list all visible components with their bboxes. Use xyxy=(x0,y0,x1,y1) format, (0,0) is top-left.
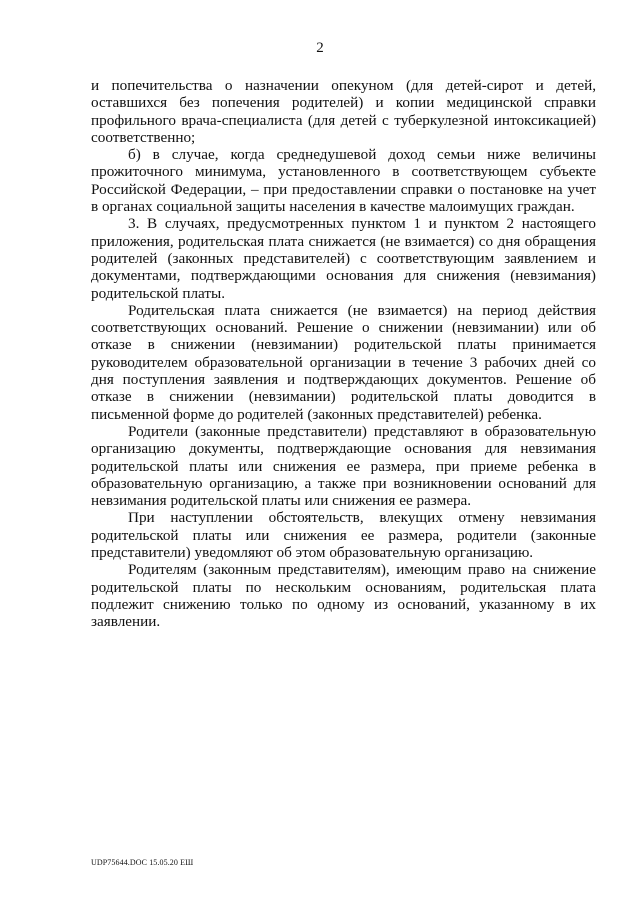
document-body xyxy=(91,77,596,631)
footer-doc-id: UDP75644.DOC 15.05.20 ЕШ xyxy=(91,858,194,867)
paragraph-continuation: и попечительства о назначении опекуном (для детей-сирот и детей, оставшихся без попечения родителей) и копии медицинской справки профильного врача-специалиста (для детей с туберкулезной интоксикацией) соответственно; xyxy=(91,77,596,146)
page-number: 2 xyxy=(316,40,324,56)
paragraph-documents: Родители (законные представители) представляют в образовательную организацию документы, подтверждающие основания для невзимания родительской платы или снижения ее размера, при приеме ребенка в образовательную организацию, а также при возникновении оснований для невзимания родительской платы или снижения ее размера. xyxy=(91,422,596,510)
paragraph-item-3: 3. В случаях, предусмотренных пунктом 1 и пунктом 2 настоящего приложения, родительская плата снижается (не взимается) со дня обращения родителей (законных представителей) с соответствующим заявлением и документами, подтверждающими основания для снижения (невзимания) родительской платы. xyxy=(91,215,596,302)
paragraph-subitem-b: б) в случае, когда среднедушевой доход семьи ниже величины прожиточного минимума, установленного в соответствующем субъекте Российской Федерации, – при предоставлении справки о постановке на учет в органах социальной защиты населения в качестве малоимущих граждан. xyxy=(91,146,596,216)
paragraph-notification: При наступлении обстоятельств, влекущих отмену невзимания родительской платы или снижения ее размера, родители (законные представители) уведомляют об этом образовательную организацию. xyxy=(91,509,596,562)
paragraph-multiple-grounds: Родителям (законным представителям), имеющим право на снижение родительской платы по нескольким основаниям, родительская плата подлежит снижению только по одному из оснований, указанному в их заявлении. xyxy=(91,561,596,631)
paragraph-decision: Родительская плата снижается (не взимается) на период действия соответствующих оснований. Решение о снижении (невзимании) или об отказе в снижении (невзимании) родительской платы принимается руководителем образовательной организации в течение 3 рабочих дней со дня поступления заявления и подтверждающих документов. Решение об отказе в снижении (невзимании) родительской платы доводится в письменной форме до родителей (законных представителей) ребенка. xyxy=(91,301,596,423)
